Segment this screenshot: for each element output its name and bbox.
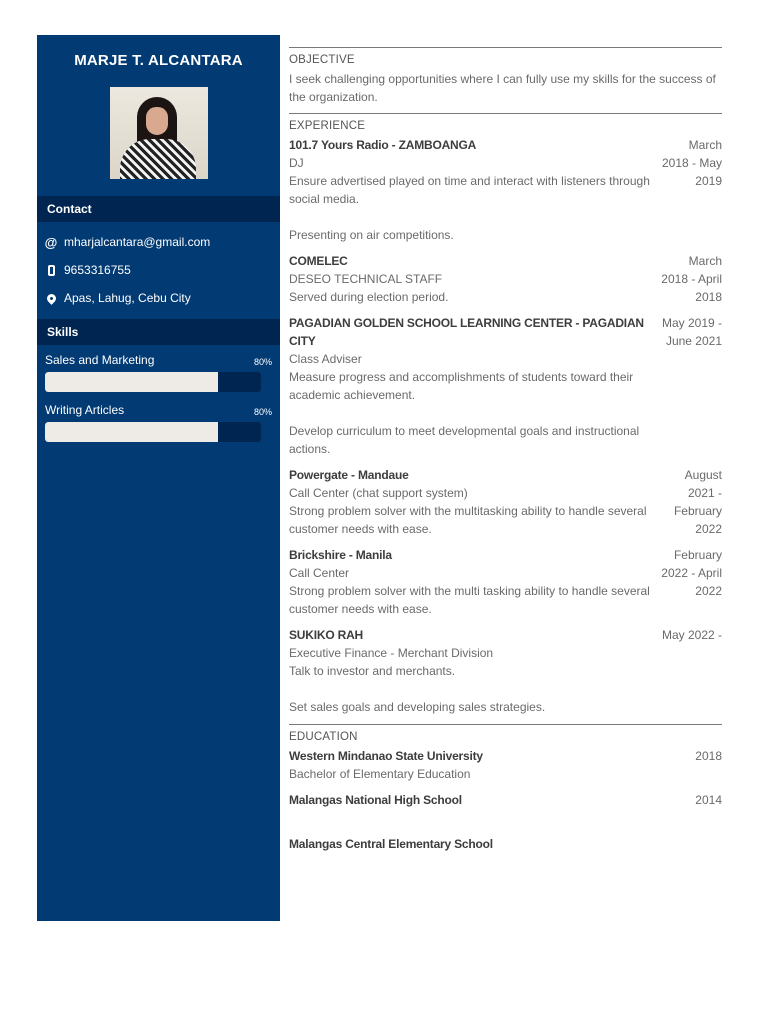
experience-desc: Set sales goals and developing sales strategies. [289, 700, 546, 714]
skill-bar-fill [45, 372, 218, 392]
experience-desc: Served during election period. [289, 290, 449, 304]
location-pin-icon [43, 290, 59, 306]
objective-text: I seek challenging opportunities where I can fully use my skills for the success of the organization. [289, 72, 716, 104]
experience-date: August 2021 - February 2022 [673, 468, 722, 536]
education-entry [289, 835, 722, 853]
education-entry [289, 747, 722, 783]
contact-heading: Contact [37, 196, 280, 222]
experience-role: Call Center [289, 566, 350, 580]
experience-date: February 2022 - April 2022 [661, 548, 722, 598]
education-degree: Bachelor of Elementary Education [289, 767, 471, 781]
experience-org: SUKIKO RAH [289, 628, 364, 642]
experience-date: May 2019 - June 2021 [661, 316, 722, 348]
skill-bar [45, 422, 261, 442]
skill-item [37, 401, 280, 442]
experience-date: March 2018 - April 2018 [661, 254, 722, 304]
email-text: mharjalcantara@gmail.com [64, 235, 211, 249]
education-year: 2014 [695, 793, 722, 807]
education-year [660, 835, 722, 853]
skill-bar [45, 372, 261, 392]
education-school: Malangas Central Elementary School [289, 837, 493, 851]
education-entry [289, 791, 722, 827]
phone-text: 9653316755 [64, 263, 131, 277]
experience-org: COMELEC [289, 254, 348, 268]
experience-org: Powergate - Mandaue [289, 468, 409, 482]
education-heading: EDUCATION [289, 731, 358, 743]
experience-entry [289, 314, 722, 458]
resume-main [289, 47, 722, 853]
experience-desc: Develop curriculum to meet developmental goals and instructional actions. [289, 424, 640, 456]
education-school: Western Mindanao State University [289, 749, 483, 763]
skill-percent: 80% [253, 407, 272, 417]
sidebar [37, 35, 280, 921]
experience-role: Executive Finance - Merchant Division [289, 646, 494, 660]
contact-phone[interactable] [37, 256, 280, 284]
experience-role: DESEO TECHNICAL STAFF [289, 272, 443, 286]
experience-desc: Presenting on air competitions. [289, 228, 454, 242]
experience-date: March 2018 - May 2019 [661, 138, 722, 188]
skill-name: Sales and Marketing [45, 353, 155, 367]
experience-desc: Strong problem solver with the multi tasking ability to handle several customer needs with ease. [289, 584, 650, 616]
education-year: 2018 [695, 749, 722, 763]
experience-role: DJ [289, 156, 304, 170]
education-school: Malangas National High School [289, 793, 462, 807]
experience-org: Brickshire - Manila [289, 548, 392, 562]
experience-entry [289, 136, 722, 244]
experience-entry [289, 626, 722, 716]
skill-bar-fill [45, 422, 218, 442]
contact-email[interactable] [37, 228, 280, 256]
experience-desc: Strong problem solver with the multitasking ability to handle several customer needs with ease. [289, 504, 647, 536]
experience-desc: Ensure advertised played on time and interact with listeners through social media. [289, 174, 650, 206]
experience-desc: Measure progress and accomplishments of students toward their academic achievement. [289, 370, 634, 402]
skill-item [37, 351, 280, 392]
objective-heading: OBJECTIVE [289, 54, 355, 66]
skill-name: Writing Articles [45, 403, 125, 417]
contact-address [37, 284, 280, 312]
candidate-name: MARJE T. ALCANTARA [74, 52, 243, 69]
at-icon: @ [44, 234, 58, 250]
address-text: Apas, Lahug, Cebu City [64, 291, 191, 305]
experience-entry [289, 252, 722, 306]
experience-entry [289, 546, 722, 618]
experience-heading: EXPERIENCE [289, 120, 366, 132]
skills-heading: Skills [37, 319, 280, 345]
skill-percent: 80% [253, 357, 272, 367]
experience-org: PAGADIAN GOLDEN SCHOOL LEARNING CENTER - PAGADIAN CITY [289, 316, 644, 348]
experience-date: May 2022 - [661, 628, 722, 642]
experience-role: Call Center (chat support system) [289, 486, 468, 500]
experience-entry [289, 466, 722, 538]
experience-role: Class Adviser [289, 352, 362, 366]
experience-org: 101.7 Yours Radio - ZAMBOANGA [289, 138, 477, 152]
experience-desc: Talk to investor and merchants. [289, 664, 456, 678]
contact-list [37, 222, 280, 312]
phone-icon [43, 262, 59, 278]
profile-photo [110, 87, 208, 179]
